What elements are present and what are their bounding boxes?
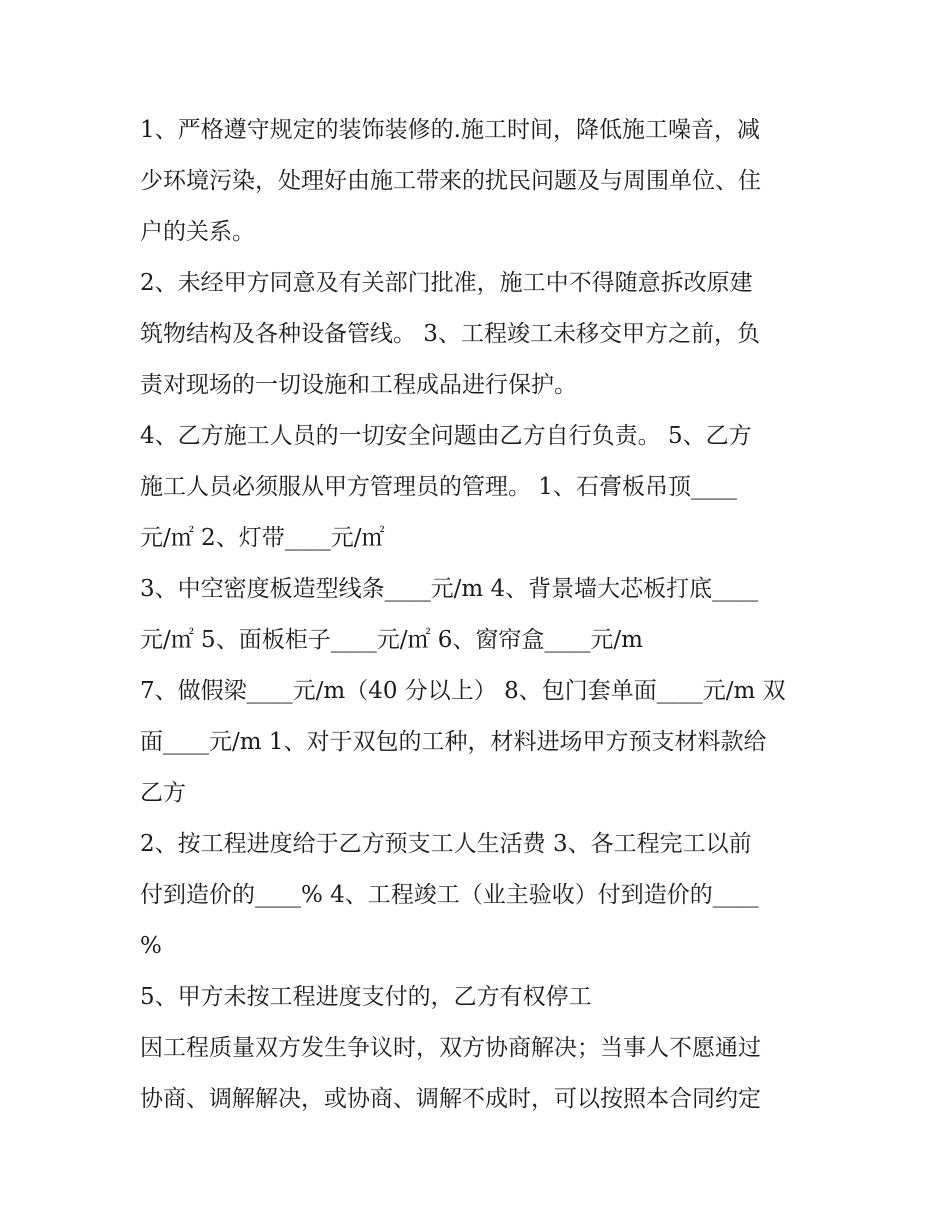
text-line: 施工人员必须服从甲方管理员的管理。 1、石膏板吊顶____	[140, 474, 737, 500]
paragraph-3	[140, 411, 820, 564]
text-line: 元/㎡ 5、面板柜子____元/㎡ 6、窗帘盒____元/m	[140, 627, 643, 653]
document-body	[140, 105, 820, 1125]
text-line: 协商、调解解决，或协商、调解不成时，可以按照本合同约定	[140, 1086, 761, 1112]
text-line: %	[140, 933, 162, 959]
text-line: 面____元/m 1、对于双包的工种，材料进场甲方预支材料款给	[140, 729, 767, 755]
text-line: 付到造价的____% 4、工程竣工（业主验收）付到造价的____	[140, 882, 759, 908]
paragraph-4	[140, 564, 820, 666]
paragraph-1	[140, 105, 820, 258]
text-line: 5、甲方未按工程进度支付的，乙方有权停工	[140, 984, 592, 1010]
paragraph-7	[140, 972, 820, 1023]
paragraph-5	[140, 666, 820, 819]
text-line: 责对现场的一切设施和工程成品进行保护。	[140, 372, 577, 398]
paragraph-6	[140, 819, 820, 972]
text-line: 4、乙方施工人员的一切安全问题由乙方自行负责。 5、乙方	[140, 423, 752, 449]
text-line: 户的关系。	[140, 219, 255, 245]
text-line: 2、按工程进度给于乙方预支工人生活费 3、各工程完工以前	[140, 831, 752, 857]
text-line: 因工程质量双方发生争议时，双方协商解决；当事人不愿通过	[140, 1035, 761, 1061]
text-line: 筑物结构及各种设备管线。 3、工程竣工未移交甲方之前，负	[140, 321, 760, 347]
text-line: 乙方	[140, 780, 186, 806]
text-line: 7、做假梁____元/m（40 分以上） 8、包门套单面____元/m 双	[140, 678, 786, 704]
paragraph-8	[140, 1023, 820, 1125]
text-line: 元/㎡ 2、灯带____元/㎡	[140, 525, 385, 551]
text-line: 1、严格遵守规定的装饰装修的.施工时间，降低施工噪音，减	[140, 117, 760, 143]
text-line: 少环境污染，处理好由施工带来的扰民问题及与周围单位、住	[140, 168, 761, 194]
text-line: 2、未经甲方同意及有关部门批准，施工中不得随意拆改原建	[140, 270, 753, 296]
text-line: 3、中空密度板造型线条____元/m 4、背景墙大芯板打底____	[140, 576, 759, 602]
paragraph-2	[140, 258, 820, 411]
